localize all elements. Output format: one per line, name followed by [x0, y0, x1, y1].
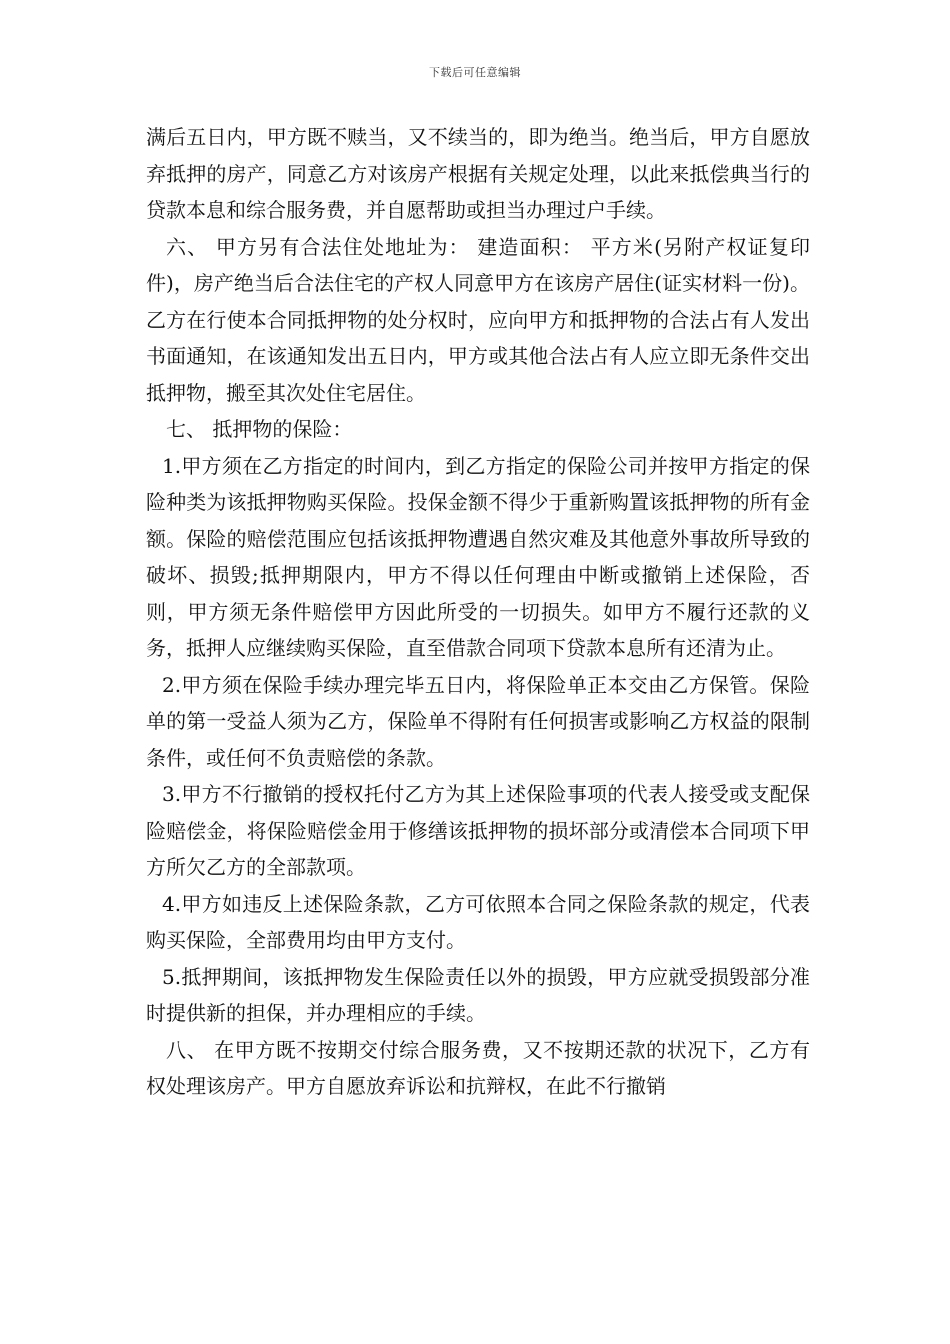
paragraph-section-8: 八、 在甲方既不按期交付综合服务费，又不按期还款的状况下，乙方有权处理该房产。甲方自愿放弃诉讼和抗辩权，在此不行撤销 — [146, 1037, 810, 1098]
paragraph-section-6: 六、 甲方另有合法住处地址为： 建造面积： 平方米(另附产权证复印件)，房产绝当后合法住宅的产权人同意甲方在该房产居住(证实材料一份)。乙方在行使本合同抵押物的处分权时，应向甲方和抵押物的合法占有人发出书面通知，在该通知发出五日内，甲方或其他合法占有人应立即无条件交出抵押物，搬至其次处住宅居住。 — [146, 234, 810, 405]
paragraph-section-7-item-2: 2.甲方须在保险手续办理完毕五日内，将保险单正本交由乙方保管。保险单的第一受益人须为乙方，保险单不得附有任何损害或影响乙方权益的限制条件，或任何不负责赔偿的条款。 — [146, 672, 810, 770]
page-header: 下载后可任意编辑 — [429, 66, 521, 79]
paragraph-forfeit-clause: 满后五日内，甲方既不赎当，又不续当的，即为绝当。绝当后，甲方自愿放弃抵押的房产，同意乙方对该房产根据有关规定处理，以此来抵偿典当行的贷款本息和综合服务费，并自愿帮助或担当办理过户手续。 — [146, 125, 810, 222]
paragraph-section-7-heading: 七、 抵押物的保险： — [166, 417, 353, 441]
paragraph-section-7-item-4: 4.甲方如违反上述保险条款，乙方可依照本合同之保险条款的规定，代表购买保险，全部费用均由甲方支付。 — [146, 891, 810, 952]
paragraph-section-7-item-3: 3.甲方不行撤销的授权托付乙方为其上述保险事项的代表人接受或支配保险赔偿金，将保险赔偿金用于修缮该抵押物的损坏部分或清偿本合同项下甲方所欠乙方的全部款项。 — [146, 782, 810, 879]
paragraph-section-7-item-1: 1.甲方须在乙方指定的时间内，到乙方指定的保险公司并按甲方指定的保险种类为该抵押物购买保险。投保金额不得少于重新购置该抵押物的所有金额。保险的赔偿范围应包括该抵押物遭遇自然灾难及其他意外事故所导致的破坏、损毁;抵押期限内，甲方不得以任何理由中断或撤销上述保险，否则，甲方须无条件赔偿甲方因此所受的一切损失。如甲方不履行还款的义务，抵押人应继续购买保险，直至借款合同项下贷款本息所有还清为止。 — [146, 453, 810, 660]
paragraph-section-7-item-5: 5.抵押期间，该抵押物发生保险责任以外的损毁，甲方应就受损毁部分准时提供新的担保，并办理相应的手续。 — [146, 964, 810, 1025]
document-body — [146, 119, 810, 1105]
